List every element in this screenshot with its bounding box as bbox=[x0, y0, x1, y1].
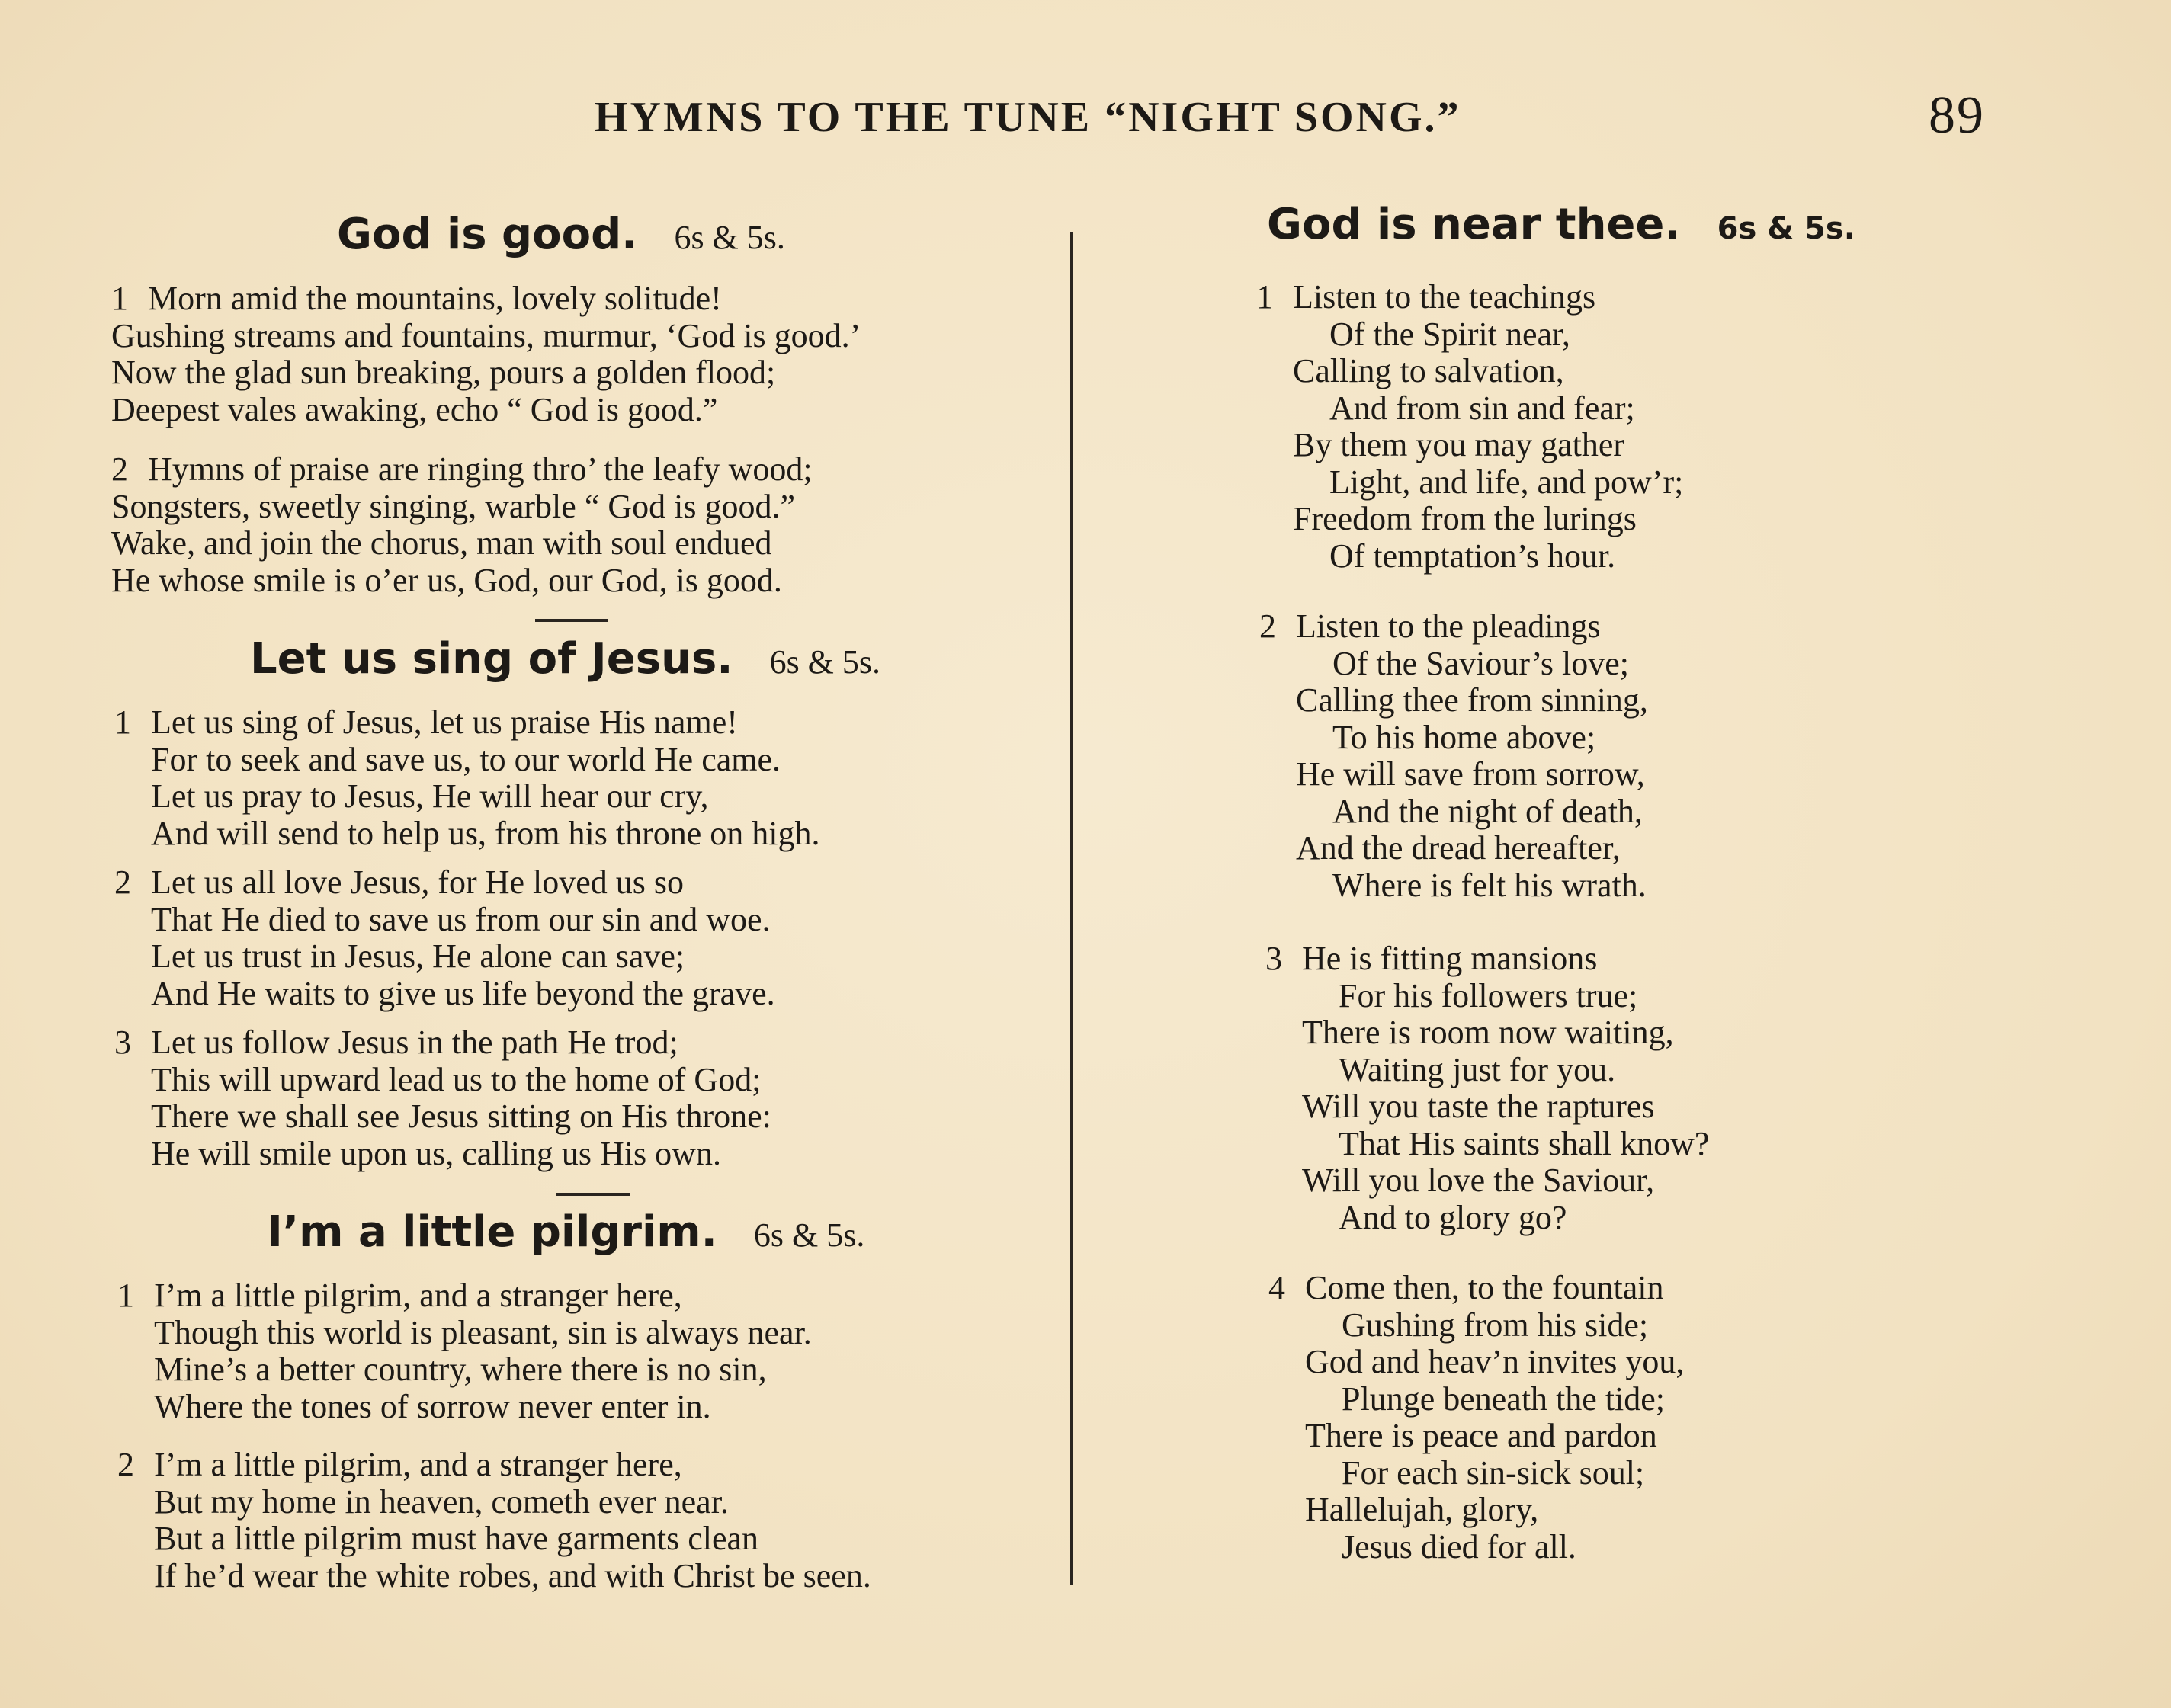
verse-line bbox=[117, 1484, 871, 1521]
verse-line-text: There we shall see Jesus sitting on His throne: bbox=[151, 1098, 771, 1135]
verse-line bbox=[1256, 390, 1683, 428]
verse-line-text: Now the glad sun breaking, pours a golden flood; bbox=[111, 354, 776, 391]
verse-line bbox=[1259, 646, 1648, 683]
verse-line bbox=[111, 525, 813, 562]
verse-line bbox=[117, 1389, 812, 1426]
verse-line-text: Plunge beneath the tide; bbox=[1342, 1380, 1665, 1418]
verse-number: 1 bbox=[111, 280, 128, 317]
hymn-title-im-a-little-pilgrim bbox=[267, 1207, 864, 1257]
verse-line bbox=[1268, 1307, 1684, 1344]
verse-line-text: Will you taste the raptures bbox=[1302, 1088, 1655, 1125]
verse-line bbox=[1268, 1270, 1684, 1307]
verse-line-text: He whose smile is o’er us, God, our God, is good. bbox=[111, 561, 782, 599]
hymn-meter: 6s & 5s. bbox=[769, 643, 881, 681]
verse-line-text: And from sin and fear; bbox=[1329, 389, 1635, 427]
verse-near-thee-2 bbox=[1259, 608, 1648, 904]
verse-line-text: Where the tones of sorrow never enter in. bbox=[154, 1387, 711, 1425]
verse-line bbox=[1259, 867, 1648, 905]
verse-line-text: To his home above; bbox=[1332, 718, 1596, 756]
verse-line bbox=[1256, 279, 1683, 316]
hymn-name: Let us sing of Jesus. bbox=[250, 634, 733, 684]
verse-line bbox=[114, 1136, 771, 1173]
verse-line bbox=[1265, 1126, 1709, 1163]
verse-line-text: He is fitting mansions bbox=[1302, 940, 1598, 977]
verse-line-text: Listen to the pleadings bbox=[1296, 607, 1601, 645]
verse-line-text: And will send to help us, from his throne on high. bbox=[151, 814, 820, 852]
verse-number: 3 bbox=[114, 1024, 131, 1061]
verse-line-text: Songsters, sweetly singing, warble “ God is good.” bbox=[111, 487, 795, 525]
verse-line-text: Of the Saviour’s love; bbox=[1332, 644, 1630, 682]
running-head: HYMNS TO THE TUNE “NIGHT SONG.” bbox=[595, 94, 1461, 141]
verse-line-text: Where is felt his wrath. bbox=[1332, 866, 1647, 904]
verse-line-text: And to glory go? bbox=[1339, 1198, 1567, 1236]
verse-number: 2 bbox=[114, 864, 131, 901]
verse-line-text: He will save from sorrow, bbox=[1296, 755, 1645, 793]
hymn-title-god-is-near-thee bbox=[1267, 200, 1855, 249]
verse-line-text: For each sin-sick soul; bbox=[1342, 1453, 1645, 1492]
verse-line bbox=[117, 1351, 812, 1389]
hymn-title-let-us-sing-of-jesus bbox=[250, 634, 880, 684]
verse-let-us-sing-1 bbox=[114, 704, 820, 852]
verse-number: 1 bbox=[114, 703, 131, 741]
verse-line bbox=[1268, 1344, 1684, 1381]
verse-line-text: Freedom from the lurings bbox=[1293, 500, 1637, 537]
verse-line-text: Morn amid the mountains, lovely solitude! bbox=[148, 280, 722, 317]
verse-let-us-sing-3 bbox=[114, 1024, 771, 1172]
verse-line-text: He will smile upon us, calling us His own. bbox=[151, 1134, 721, 1172]
verse-line bbox=[1268, 1455, 1684, 1492]
verse-line-text: Listen to the teachings bbox=[1293, 278, 1596, 316]
hymn-meter: 6s & 5s. bbox=[1717, 211, 1855, 246]
verse-line bbox=[1256, 353, 1683, 390]
verse-line bbox=[1256, 538, 1683, 575]
hymn-title-god-is-good bbox=[337, 210, 785, 259]
verse-line-text: Let us sing of Jesus, let us praise His name! bbox=[151, 703, 738, 741]
verse-number: 2 bbox=[111, 450, 128, 488]
verse-line bbox=[114, 976, 775, 1013]
verse-line bbox=[117, 1447, 871, 1484]
verse-line-text: Deepest vales awaking, echo “ God is good.” bbox=[111, 390, 718, 428]
verse-line-text: Let us trust in Jesus, He alone can save; bbox=[151, 937, 685, 975]
verse-line-text: Light, and life, and pow’r; bbox=[1329, 463, 1684, 501]
verse-line-text: I’m a little pilgrim, and a stranger here, bbox=[154, 1446, 682, 1483]
verse-line bbox=[1265, 1162, 1709, 1200]
verse-line-text: Gushing streams and fountains, murmur, ‘God is good.’ bbox=[111, 316, 861, 354]
verse-line bbox=[1265, 941, 1709, 978]
verse-line bbox=[114, 1098, 771, 1136]
verse-line bbox=[1268, 1492, 1684, 1529]
verse-line bbox=[1256, 464, 1683, 502]
verse-line bbox=[117, 1558, 871, 1595]
verse-line-text: Will you love the Saviour, bbox=[1302, 1162, 1655, 1199]
verse-number: 1 bbox=[1256, 278, 1273, 316]
hymn-meter: 6s & 5s. bbox=[753, 1216, 865, 1254]
verse-line bbox=[111, 318, 861, 355]
page-number: 89 bbox=[1929, 86, 1985, 145]
verse-line bbox=[1259, 682, 1648, 719]
verse-line bbox=[1256, 316, 1683, 354]
verse-line-text: Gushing from his side; bbox=[1342, 1306, 1649, 1344]
verse-pilgrim-2 bbox=[117, 1447, 871, 1594]
verse-god-is-good-2 bbox=[111, 451, 813, 599]
verse-line bbox=[114, 704, 820, 742]
verse-line bbox=[1259, 756, 1648, 793]
verse-line bbox=[1256, 427, 1683, 464]
verse-line-text: Come then, to the fountain bbox=[1305, 1269, 1664, 1306]
verse-line bbox=[111, 392, 861, 429]
verse-pilgrim-1 bbox=[117, 1277, 812, 1425]
verse-line bbox=[117, 1315, 812, 1352]
verse-line-text: That He died to save us from our sin and woe. bbox=[151, 900, 771, 938]
verse-line-text: There is room now waiting, bbox=[1302, 1014, 1674, 1051]
verse-line bbox=[1259, 719, 1648, 757]
column-divider bbox=[1070, 232, 1073, 1585]
verse-line bbox=[117, 1277, 812, 1315]
verse-line-text: Let us pray to Jesus, He will hear our cry, bbox=[151, 777, 709, 815]
hymn-name: I’m a little pilgrim. bbox=[267, 1207, 717, 1257]
verse-near-thee-4 bbox=[1268, 1270, 1684, 1565]
verse-number: 3 bbox=[1265, 940, 1282, 977]
verse-line bbox=[1259, 830, 1648, 867]
hymn-name: God is good. bbox=[337, 210, 638, 259]
verse-line-text: Waiting just for you. bbox=[1339, 1050, 1616, 1088]
verse-line-text: I’m a little pilgrim, and a stranger here, bbox=[154, 1277, 682, 1314]
verse-line-text: Jesus died for all. bbox=[1342, 1527, 1576, 1565]
verse-number: 4 bbox=[1268, 1269, 1285, 1306]
verse-number: 2 bbox=[1259, 607, 1276, 645]
verse-line bbox=[1265, 1200, 1709, 1237]
verse-line-text: Though this world is pleasant, sin is always near. bbox=[154, 1313, 812, 1351]
verse-line bbox=[114, 902, 775, 939]
verse-line-text: Of the Spirit near, bbox=[1329, 315, 1570, 353]
section-rule bbox=[535, 619, 608, 622]
verse-line bbox=[117, 1521, 871, 1558]
verse-line-text: And the night of death, bbox=[1332, 792, 1643, 830]
verse-line bbox=[111, 451, 813, 489]
verse-line bbox=[114, 816, 820, 853]
verse-line bbox=[111, 489, 813, 526]
verse-line bbox=[114, 778, 820, 816]
verse-near-thee-3 bbox=[1265, 941, 1709, 1236]
verse-god-is-good-1 bbox=[111, 280, 861, 428]
verse-line-text: That His saints shall know? bbox=[1339, 1124, 1710, 1162]
verse-line-text: And the dread hereafter, bbox=[1296, 829, 1621, 867]
verse-line bbox=[111, 280, 861, 318]
verse-line bbox=[1259, 608, 1648, 646]
verse-line bbox=[114, 1024, 771, 1062]
verse-line bbox=[1268, 1418, 1684, 1455]
verse-line-text: Let us all love Jesus, for He loved us so bbox=[151, 864, 684, 901]
verse-line bbox=[1259, 793, 1648, 831]
verse-line-text: But a little pilgrim must have garments clean bbox=[154, 1520, 759, 1557]
verse-line bbox=[1268, 1529, 1684, 1566]
verse-line bbox=[1265, 1088, 1709, 1126]
verse-let-us-sing-2 bbox=[114, 864, 775, 1012]
verse-line-text: Wake, and join the chorus, man with soul endued bbox=[111, 524, 772, 562]
verse-line-text: Let us follow Jesus in the path He trod; bbox=[151, 1024, 678, 1061]
verse-line-text: For his followers true; bbox=[1339, 976, 1638, 1014]
verse-line-text: For to seek and save us, to our world He came. bbox=[151, 740, 781, 778]
verse-line-text: Hallelujah, glory, bbox=[1305, 1491, 1539, 1528]
verse-line-text: By them you may gather bbox=[1293, 426, 1625, 463]
verse-line bbox=[114, 864, 775, 902]
verse-line-text: This will upward lead us to the home of God; bbox=[151, 1060, 762, 1098]
verse-line bbox=[1265, 1014, 1709, 1052]
verse-line-text: Of temptation’s hour. bbox=[1329, 537, 1616, 575]
verse-line bbox=[1256, 501, 1683, 538]
verse-line bbox=[1268, 1381, 1684, 1418]
verse-line-text: Calling thee from sinning, bbox=[1296, 681, 1648, 719]
verse-near-thee-1 bbox=[1256, 279, 1683, 575]
section-rule bbox=[556, 1193, 630, 1196]
verse-line bbox=[114, 1062, 771, 1099]
verse-line bbox=[114, 938, 775, 976]
verse-number: 2 bbox=[117, 1446, 134, 1483]
verse-line-text: Calling to salvation, bbox=[1293, 352, 1564, 389]
verse-line bbox=[114, 742, 820, 779]
verse-line bbox=[1265, 978, 1709, 1015]
verse-line bbox=[111, 562, 813, 600]
verse-number: 1 bbox=[117, 1277, 134, 1314]
hymn-name: God is near thee. bbox=[1267, 200, 1681, 249]
verse-line bbox=[111, 354, 861, 392]
verse-line-text: Mine’s a better country, where there is no sin, bbox=[154, 1351, 767, 1388]
verse-line-text: But my home in heaven, cometh ever near. bbox=[154, 1482, 729, 1521]
verse-line-text: Hymns of praise are ringing thro’ the leafy wood; bbox=[148, 450, 813, 488]
verse-line bbox=[1265, 1052, 1709, 1089]
verse-line-text: And He waits to give us life beyond the grave. bbox=[151, 974, 775, 1012]
verse-line-text: There is peace and pardon bbox=[1305, 1417, 1657, 1454]
verse-line-text: If he’d wear the white robes, and with Christ be seen. bbox=[154, 1556, 871, 1594]
hymn-meter: 6s & 5s. bbox=[674, 219, 785, 256]
verse-line-text: God and heav’n invites you, bbox=[1305, 1343, 1685, 1380]
